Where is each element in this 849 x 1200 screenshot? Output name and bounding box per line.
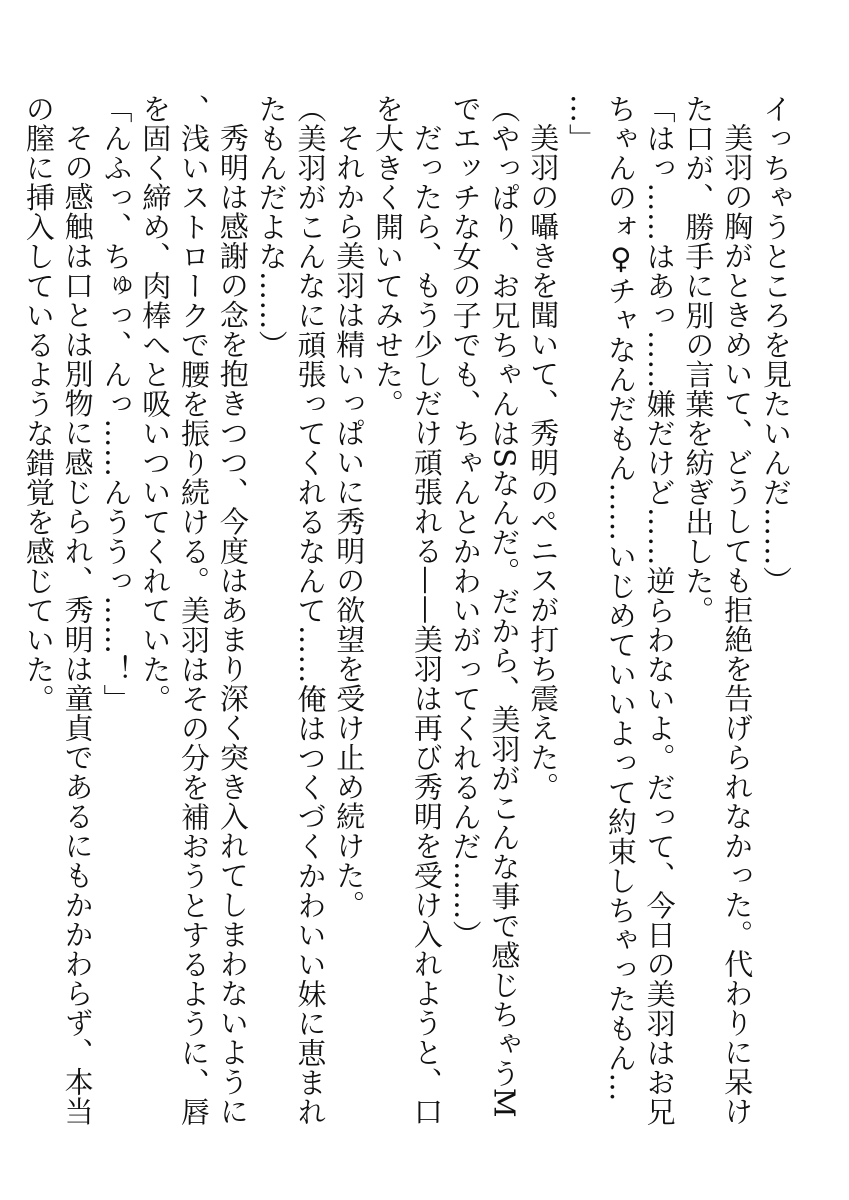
paragraph-10: 「んふっ、ちゅっ、んっ……んううっ……！」 xyxy=(99,94,134,714)
paragraph-1: イっちゃうところを見たいんだ……） xyxy=(759,94,793,596)
paragraph-2: 美羽の胸がときめいて、どうしても拒絶を告げられなかった。代わりに呆けた口が、勝手に別の言葉を紡ぎ出した。 xyxy=(681,94,755,1126)
paragraph-9: 秀明は感謝の念を抱きつつ、今度はあまり深く突き入れてしまわないように、浅いストロークで腰を振り続ける。美羽はその分を補おうとするように、唇を固く締め、肉棒へと吸いついてくれていた。 xyxy=(138,94,250,1127)
paragraph-11: その感触は口とは別物に感じられ、秀明は童貞であるにもかかわらず、本当の膣に挿入しているような錯覚を感じていた。 xyxy=(21,94,95,1126)
paragraph-4: 美羽の囁きを聞いて、秀明のペニスが打ち震えた。 xyxy=(526,123,561,802)
paragraph-7: それから美羽は精いっぱいに秀明の欲望を受け止め続けた。 xyxy=(332,123,367,920)
vertical-text-body xyxy=(19,94,795,1130)
paragraph-5: （やっぱり、お兄ちゃんはSなんだ。だから、美羽がこんな事で感じちゃうMでエッチな女の子でも、ちゃんとかわいがってくれるんだ……） xyxy=(448,94,522,1119)
paragraph-6: だったら、もう少しだけ頑張れる——美羽は再び秀明を受け入れようと、口を大きく開いてみせた。 xyxy=(371,94,444,1126)
paragraph-8: （美羽がこんなに頑張ってくれるなんて……俺はつくづくかわいい妹に恵まれたもんだよな……） xyxy=(254,94,328,1127)
paragraph-3: 「はっ……はあっ……嫌だけど……逆らわないよ。だって、今日の美羽はお兄ちゃんのォ♀チャなんだもん……いじめていいよって約束しちゃったもん……」 xyxy=(565,94,677,1127)
